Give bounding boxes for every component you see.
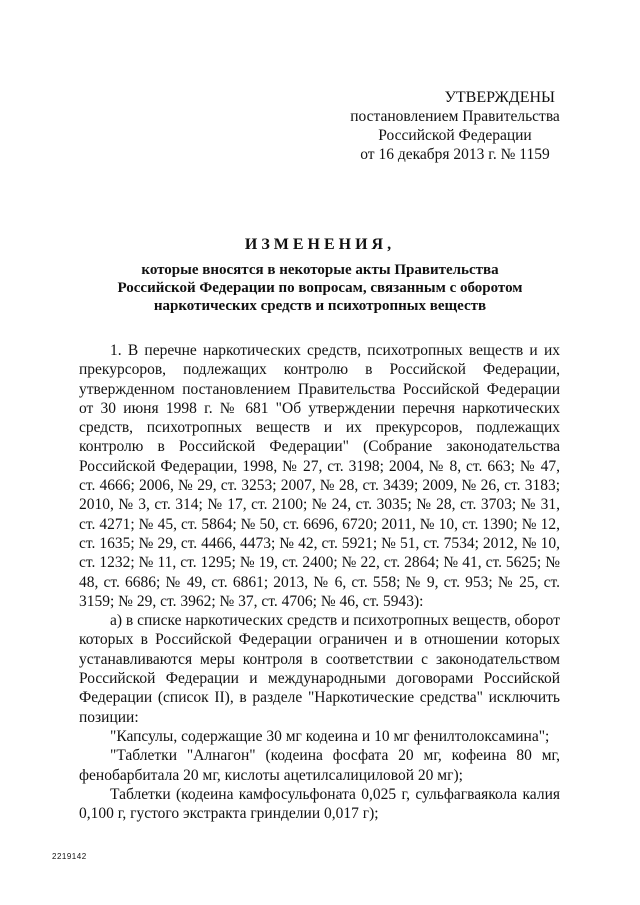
document-body [79,341,560,823]
paragraph-4: "Таблетки "Алнагон" (кодеина фосфата 20 мг, кофеина 80 мг, фенобарбитала 20 мг, кислоты ацетилсалициловой 20 мг); [79,747,560,784]
document-title: ИЗМЕНЕНИЯ, [244,236,396,253]
approval-block [345,88,565,164]
subtitle-line-2: Российской Федерации по вопросам, связанным с оборотом [117,280,523,296]
subtitle-line-3: наркотических средств и психотропных веществ [153,298,487,314]
approval-line-3: от 16 декабря 2013 г. № 1159 [360,146,550,163]
approved-label: УТВЕРЖДЕНЫ [444,89,555,106]
document-code: 2219142 [52,852,87,861]
paragraph-5: Таблетки (кодеина камфосульфоната 0,025 г, сульфагваякола калия 0,100 г, густого экстракта гринделии 0,017 г); [79,785,560,823]
approval-line-1: постановлением Правительства [350,108,560,125]
paragraph-1: 1. В перечне наркотических средств, психотропных веществ и их прекурсоров, подлежащих контролю в Российской Федерации, утвержденном постановлением Правительства Российской Федерации от 30 июня 1998 г. № 681 "Об утверждении перечня наркотических средств, психотропных веществ и их прекурсоров, подлежащих контролю в Российской Федерации" (Собрание законодательства Российской Федерации, 1998, № 27, ст. 3198; 2004, № 8, ст. 663; № 47, ст. 4666; 2006, № 29, ст. 3253; 2007, № 28, ст. 3439; 2009, № 26, ст. 3183; 2010, № 3, ст. 314; № 17, ст. 2100; № 24, ст. 3035; № 28, ст. 3703; № 31, ст. 4271; № 45, ст. 5864; № 50, ст. 6696, 6720; 2011, № 10, ст. 1390; № 12, ст. 1635; № 29, ст. 4466, 4473; № 42, ст. 5921; № 51, ст. 7534; 2012, № 10, ст. 1232; № 11, ст. 1295; № 19, ст. 2400; № 22, ст. 2864; № 41, ст. 5625; № 48, ст. 6686; № 49, ст. 6861; 2013, № 6, ст. 558; № 9, ст. 953; № 25, ст. 3159; № 29, ст. 3962; № 37, ст. 4706; № 46, ст. 5943): [79,342,560,610]
approval-line-2: Российской Федерации [378,127,532,144]
document-subtitle [80,261,560,315]
paragraph-2: а) в списке наркотических средств и психотропных веществ, оборот которых в Российской Федерации ограничен и в отношении которых устанавливаются меры контроля в соответствии с законодательством Российской Федерации и международными договорами Российской Федерации (список II), в разделе "Наркотические средства" исключить позиции: [79,612,560,726]
subtitle-line-1: которые вносятся в некоторые акты Правительства [141,262,499,278]
paragraph-3: "Капсулы, содержащие 30 мг кодеина и 10 мг фенилтолоксамина"; [110,727,550,745]
